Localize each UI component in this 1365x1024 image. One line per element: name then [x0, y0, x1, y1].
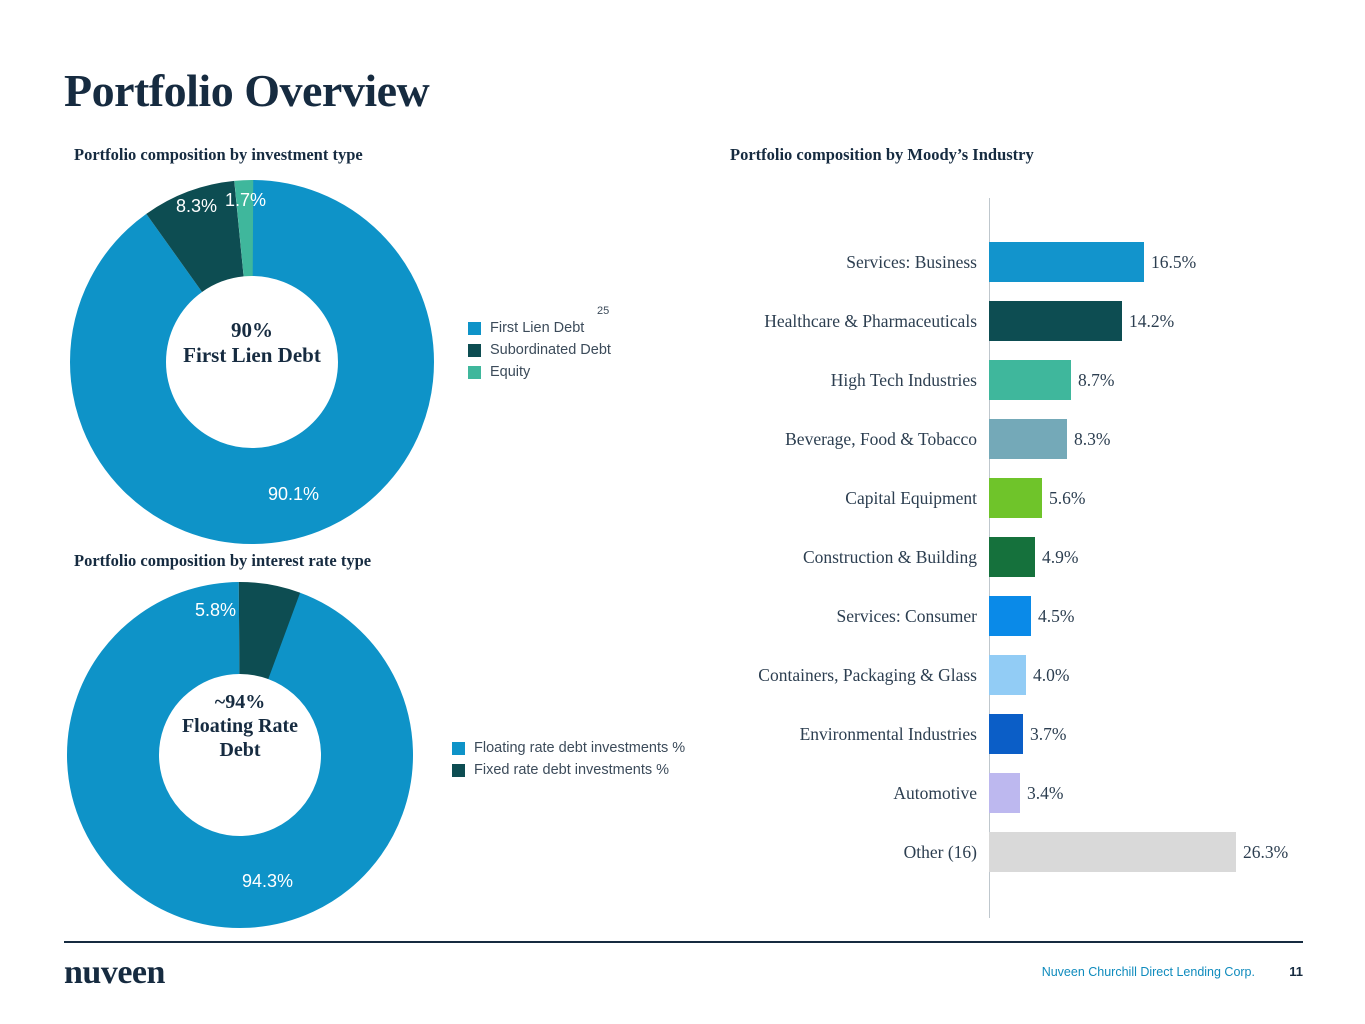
bar-row [700, 714, 1330, 754]
legend-swatch-floating-rate [452, 742, 465, 755]
section-title-interest-rate: Portfolio composition by interest rate type [74, 551, 372, 570]
footer-divider [64, 941, 1303, 943]
legend-item-subordinated-debt [468, 342, 611, 358]
legend-label-floating-rate: Floating rate debt investments % [474, 740, 686, 756]
bar-value-label: 3.4% [1027, 782, 1064, 803]
bar-category-label: Construction & Building [802, 546, 977, 567]
bar-fill-high-tech-industries [989, 360, 1071, 400]
bar-value-label: 16.5% [1151, 251, 1197, 272]
investment-donut-center-bottom: First Lien Debt [183, 343, 321, 368]
bar-category-label: Containers, Packaging & Glass [758, 664, 977, 685]
bar-value-label: 26.3% [1243, 841, 1289, 862]
bar-value-label: 4.5% [1038, 605, 1075, 626]
bar-category-label: High Tech Industries [830, 369, 977, 390]
bar-value-label: 8.3% [1074, 428, 1111, 449]
bar-value-label: 4.9% [1042, 546, 1079, 567]
bar-category-label: Healthcare & Pharmaceuticals [764, 310, 977, 331]
interest-donut-label-floating: 94.3% [242, 871, 294, 891]
section-title-investment-type: Portfolio composition by investment type [74, 145, 363, 164]
investment-donut-center-top: 90% [231, 318, 273, 342]
legend-swatch-fixed-rate [452, 764, 465, 777]
legend-swatch-first-lien-debt [468, 322, 481, 335]
nuveen-logo: nuveen [64, 954, 165, 991]
bar-value-label: 14.2% [1129, 310, 1175, 331]
bar-category-label: Automotive [893, 782, 977, 803]
interest-donut-center-mid: Floating Rate [181, 715, 299, 737]
bar-fill-services-consumer [989, 596, 1031, 636]
bar-track [989, 478, 1330, 518]
legend-swatch-subordinated-debt [468, 344, 481, 357]
bar-row [700, 301, 1330, 341]
bar-row [700, 478, 1330, 518]
bar-fill-containers-packaging-glass [989, 655, 1026, 695]
bar-row [700, 596, 1330, 636]
bar-category-label: Environmental Industries [799, 723, 977, 744]
page-number: 11 [1289, 964, 1303, 979]
legend-label-equity: Equity [490, 364, 531, 380]
bar-track [989, 419, 1330, 459]
bar-track [989, 360, 1330, 400]
page-title: Portfolio Overview [64, 65, 430, 116]
investment-type-legend [468, 320, 611, 386]
bar-row [700, 360, 1330, 400]
legend-item-floating-rate [452, 740, 685, 756]
legend-swatch-equity [468, 366, 481, 379]
bar-value-label: 3.7% [1030, 723, 1067, 744]
bar-category-label: Beverage, Food & Tobacco [785, 428, 977, 449]
legend-label-first-lien-debt: First Lien Debt [490, 320, 585, 336]
investment-donut-label-equity: 1.7% [225, 190, 267, 210]
bar-fill-automotive [989, 773, 1020, 813]
bar-category-label: Capital Equipment [845, 487, 977, 508]
investment-donut-label-first-lien: 90.1% [268, 484, 320, 504]
section-title-moodys-industry: Portfolio composition by Moody’s Industry [730, 145, 1034, 164]
bar-value-label: 8.7% [1078, 369, 1115, 390]
legend-item-first-lien-debt [468, 320, 611, 336]
interest-donut-center-bottom: Debt [219, 739, 261, 761]
legend-item-fixed-rate [452, 762, 685, 778]
interest-donut-center-text [65, 690, 415, 762]
legend-label-fixed-rate: Fixed rate debt investments % [474, 762, 670, 778]
bar-track [989, 537, 1330, 577]
investment-donut-center-text [68, 318, 436, 368]
bar-category-label: Services: Business [846, 251, 977, 272]
investment-type-donut-chart [68, 178, 436, 546]
bar-value-label: 5.6% [1049, 487, 1086, 508]
interest-rate-legend [452, 740, 685, 784]
bar-track [989, 714, 1330, 754]
bar-fill-beverage-food-tobacco [989, 419, 1067, 459]
interest-donut-center-top: ~94% [214, 691, 266, 713]
moodys-industry-bar-chart [700, 198, 1330, 920]
bar-row [700, 773, 1330, 813]
bar-track [989, 773, 1330, 813]
bar-row [700, 537, 1330, 577]
bar-fill-other [989, 832, 1236, 872]
bar-fill-services-business [989, 242, 1144, 282]
bar-fill-healthcare-pharmaceuticals [989, 301, 1122, 341]
bar-track [989, 832, 1330, 872]
bar-row [700, 419, 1330, 459]
bar-track [989, 301, 1330, 341]
bar-row [700, 242, 1330, 282]
legend-item-equity [468, 364, 611, 380]
bar-track [989, 242, 1330, 282]
bar-track [989, 655, 1330, 695]
bar-fill-environmental-industries [989, 714, 1023, 754]
investment-donut-label-subordinated: 8.3% [176, 196, 218, 216]
footnote-marker: 25 [597, 305, 610, 317]
interest-rate-donut-chart [65, 580, 415, 930]
bar-row [700, 832, 1330, 872]
bar-category-label: Services: Consumer [836, 605, 977, 626]
bar-category-label: Other (16) [903, 841, 977, 862]
bar-fill-capital-equipment [989, 478, 1042, 518]
footer-note: Nuveen Churchill Direct Lending Corp. [1041, 965, 1255, 979]
legend-label-subordinated-debt: Subordinated Debt [490, 342, 611, 358]
interest-donut-label-fixed: 5.8% [195, 600, 237, 620]
bar-fill-construction-building [989, 537, 1035, 577]
bar-row [700, 655, 1330, 695]
bar-value-label: 4.0% [1033, 664, 1070, 685]
bar-track [989, 596, 1330, 636]
